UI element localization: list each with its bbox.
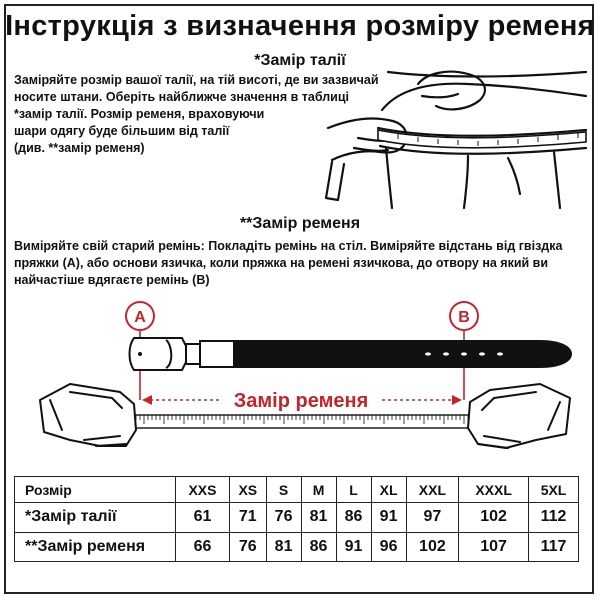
table-cell: 76 bbox=[266, 503, 301, 532]
table-cell: 61 bbox=[176, 503, 230, 532]
size-header: XL bbox=[371, 477, 406, 503]
table-cell: 117 bbox=[529, 532, 579, 561]
size-header: 5XL bbox=[529, 477, 579, 503]
belt-buckle-icon bbox=[130, 338, 235, 370]
table-cell: 102 bbox=[459, 503, 529, 532]
belt-line: Виміряйте свій старий ремінь: Покладіть ремінь на стіл. Виміряйте відстань від гвіздка bbox=[14, 239, 563, 253]
belt-line: пряжки (A), або основи язичка, коли пряжка на ремені язичкова, до отвору на який ви bbox=[14, 256, 549, 270]
right-hand-icon bbox=[468, 384, 570, 448]
table-cell: 96 bbox=[371, 532, 406, 561]
size-header: M bbox=[301, 477, 336, 503]
belt-strap bbox=[234, 340, 572, 368]
row-label: **Замір ременя bbox=[15, 532, 176, 561]
size-header: S bbox=[266, 477, 301, 503]
waist-line: шари одягу буде більшим від талії bbox=[14, 124, 230, 138]
waist-heading: *Замір талії bbox=[254, 52, 346, 69]
table-cell: 112 bbox=[529, 503, 579, 532]
table-cell: 91 bbox=[336, 532, 371, 561]
table-cell: 107 bbox=[459, 532, 529, 561]
measure-label: Замір ременя bbox=[233, 390, 369, 412]
belt-line: найчастіше вдягаєте ремінь (B) bbox=[14, 273, 210, 287]
belt-heading: **Замір ременя bbox=[239, 215, 361, 232]
marker-a bbox=[126, 302, 154, 330]
size-table bbox=[14, 476, 579, 562]
table-cell: 66 bbox=[176, 532, 230, 561]
waist-line: (див. **замір ременя) bbox=[14, 141, 145, 155]
table-cell: 86 bbox=[336, 503, 371, 532]
table-row-belt bbox=[15, 532, 579, 561]
size-header: XXL bbox=[406, 477, 459, 503]
marker-b bbox=[450, 302, 478, 330]
waist-line: Заміряйте розмір вашої талії, на тій висоті, де ви зазвичай bbox=[14, 73, 379, 87]
table-cell: 81 bbox=[301, 503, 336, 532]
table-cell: 76 bbox=[229, 532, 266, 561]
page-title: Інструкція з визначення розміру ременя bbox=[5, 10, 595, 42]
table-header-row bbox=[15, 477, 579, 503]
size-header: L bbox=[336, 477, 371, 503]
size-header: XS bbox=[229, 477, 266, 503]
tape-measure bbox=[100, 415, 500, 428]
row-label: *Замір талії bbox=[15, 503, 176, 532]
table-cell: 71 bbox=[229, 503, 266, 532]
table-cell: 102 bbox=[406, 532, 459, 561]
table-cell: 91 bbox=[371, 503, 406, 532]
table-cell: 86 bbox=[301, 532, 336, 561]
size-header: XXXL bbox=[459, 477, 529, 503]
size-header: XXS bbox=[176, 477, 230, 503]
table-cell: 97 bbox=[406, 503, 459, 532]
table-cell: 81 bbox=[266, 532, 301, 561]
waist-line: носите штани. Оберіть найближче значення в таблиці bbox=[14, 90, 350, 104]
waist-line: *замір талії. Розмір ременя, враховуючи bbox=[14, 107, 265, 121]
marker-a-label: A bbox=[134, 309, 146, 326]
table-header-label: Розмір bbox=[15, 477, 176, 503]
left-hand-icon bbox=[40, 384, 136, 446]
table-row-waist bbox=[15, 503, 579, 532]
marker-b-label: B bbox=[458, 309, 470, 326]
